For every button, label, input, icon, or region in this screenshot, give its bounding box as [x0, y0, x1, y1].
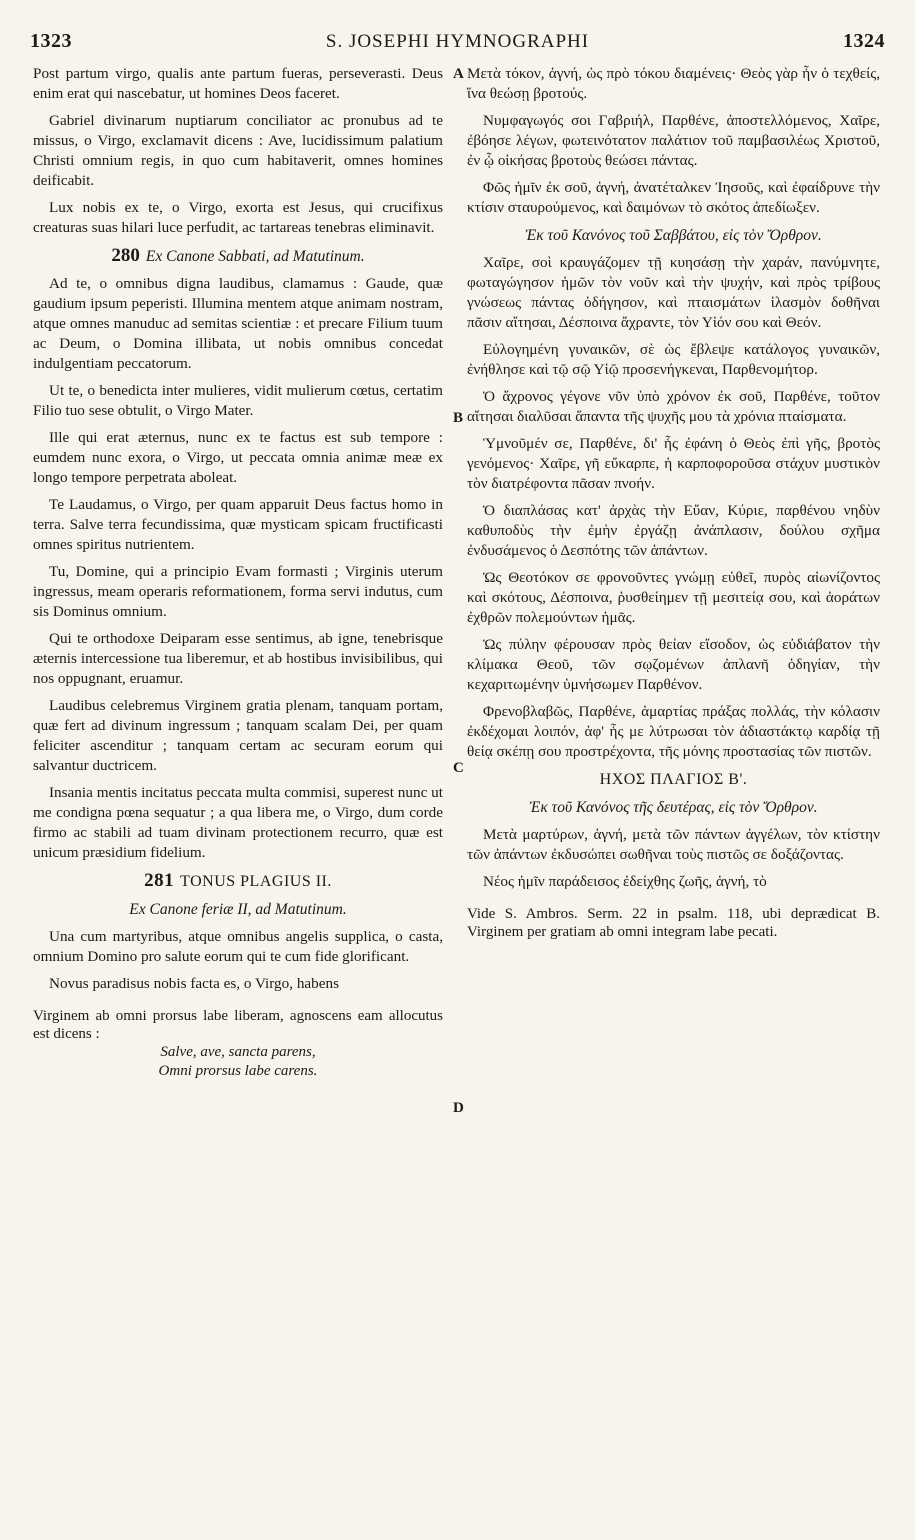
margin-letter-c: C	[453, 760, 464, 776]
margin-letter-b: B	[453, 410, 464, 426]
greek-paragraph: Ὁ διαπλάσας κατ' ἀρχὰς τὴν Εὔαν, Κύριε, παρθένου νηδὺν καθυποδὺς τὴν ἐμὴν ἐργάζῃ ἀνάπλασιν, δούλου σχῆμα ἐνδυσάμενος ὁ Δεσπότης τῶν ἁπάντων.	[467, 502, 880, 559]
verse-line: Omni prorsus labe carens.	[158, 1063, 318, 1079]
greek-paragraph: Ὡς πύλην φέρουσαν πρὸς θείαν εἴσοδον, ὡς εὐδιάβατον τὴν κλίμακα Θεοῦ, τῶν σῳζομένων ἀπλανῆ ὁδηγίαν, τὴν κεχαριτωμένην ὑμνήσωμεν Παρθένον.	[467, 636, 880, 693]
latin-paragraph: Ad te, o omnibus digna laudibus, clamamus : Gaude, quæ gaudium ipsum peperisti. Illumina mentem atque animam nostram, atque omnes manuduc ad semitas scientiæ : et precare Filium tuum ac Deum, o Domina illibata, ut nobis omnibus concedat indulgentiam peccatorum.	[33, 275, 443, 372]
greek-paragraph: Χαῖρε, σοὶ κραυγάζομεν τῇ κυησάσῃ τὴν χαράν, πανύμνητε, φωταγώγησον ἡμῶν τὸν νοῦν καὶ τὴν ψυχήν, καὶ πρὸς τρίβους γνώσεως πάντας ὁδήγησον, καὶ πταισμάτων ἱλασμὸν δοθῆναι πᾶσιν αἴτησαι, Δέσποινα ἄχραντε, τὸν Υἱόν σου καὶ Θεόν.	[467, 254, 880, 331]
latin-paragraph: Qui te orthodoxe Deiparam esse sentimus, ab igne, tenebrisque æternis intercessione tua liberemur, et ab hostibus invisibilibus, qui nos oppugnant, eruamur.	[33, 630, 443, 687]
greek-paragraph: Μετὰ μαρτύρων, ἁγνή, μετὰ τῶν πάντων ἀγγέλων, τὸν κτίστην τῶν ἁπάντων ἐκδυσώπει σωθῆναι τοὺς πιστῶς σε δοξάζοντας.	[467, 826, 880, 863]
latin-paragraph: Te Laudamus, o Virgo, per quam apparuit Deus factus homo in terra. Salve terra fecundissima, quæ mysticam spicam fructificasti omnes spiritus nutrientem.	[33, 496, 443, 553]
section-heading-greek: Ἐκ τοῦ Κανόνος τοῦ Σαββάτου, εἰς τὸν Ὄρθρον.	[525, 227, 822, 244]
latin-paragraph: Post partum virgo, qualis ante partum fueras, perseverasti. Deus enim erat qui nascebatur, ut homines Deos faceret.	[33, 65, 443, 102]
section-heading-281	[33, 870, 443, 893]
greek-paragraph: Φρενοβλαβῶς, Παρθένε, ἁμαρτίας πράξας πολλάς, τὴν κόλασιν ἐκδέχομαι λοιπόν, ἀφ' ἧς με λύτρωσαι τὸν ἀδιαστάκτῳ καρδίᾳ τῇ θείᾳ σκέπῃ σου προστρέχοντα, τῆς μόνης προστασίας τῶν πιστῶν.	[467, 703, 880, 760]
latin-paragraph: Lux nobis ex te, o Virgo, exorta est Jesus, qui crucifixus creaturas suas hilari luce perfudit, ac tartareas tenebras eliminavit.	[33, 199, 443, 236]
latin-paragraph: Una cum martyribus, atque omnibus angelis supplica, o casta, omnium Domino pro salute eorum qui te cum fide glorificant.	[33, 928, 443, 965]
page-number-left: 1323	[30, 30, 72, 52]
latin-paragraph: Ille qui erat æternus, nunc ex te factus est sub tempore : eumdem nunc exora, o Virgo, ut peccata omnia animæ meæ ex longo tempore perpetrata aboleat.	[33, 429, 443, 486]
section-title: TONUS PLAGIUS II.	[180, 873, 332, 890]
section-title: Ex Canone Sabbati, ad Matutinum.	[145, 248, 365, 265]
margin-letter-d: D	[453, 1100, 464, 1116]
greek-column	[467, 64, 880, 941]
verse-line: Salve, ave, sancta parens,	[160, 1044, 316, 1060]
page-number-right: 1324	[842, 30, 885, 52]
footnote-latin: Virginem ab omni prorsus labe liberam, agnoscens eam allocutus est dicens :	[33, 1008, 443, 1042]
margin-letter-a: A	[453, 66, 464, 82]
section-heading-280	[33, 245, 443, 268]
greek-paragraph: Ὡς Θεοτόκον σε φρονοῦντες γνώμῃ εὐθεῖ, πυρὸς αἰωνίζοντος καὶ σκότους, Δέσποινα, ῥυσθείημεν τῇ μεσιτείᾳ σου, καὶ ἀοράτων ἐχθρῶν πολεμούντων ἡμᾶς.	[467, 569, 880, 626]
section-number: 280	[111, 245, 140, 266]
latin-column	[33, 64, 443, 1081]
latin-paragraph: Tu, Domine, qui a principio Evam formasti ; Virginis uterum ingressus, meam operaris reformationem, forma servi indutus, cum sis Dominus omnium.	[33, 563, 443, 620]
latin-paragraph: Ut te, o benedicta inter mulieres, vidit mulierum cœtus, certatim Filio tuo sese obtulit, o Virgo Mater.	[33, 382, 443, 419]
greek-paragraph: Ὑμνοῦμέν σε, Παρθένε, δι' ἧς ἐφάνη ὁ Θεὸς ἐπὶ γῆς, βροτὸς γενόμενος· Χαῖρε, γῆ εὔκαρπε, ἡ καρποφοροῦσα στάχυν μυστικὸν τὸν διατρέφοντα πᾶσαν πνοήν.	[467, 435, 880, 492]
latin-paragraph: Insania mentis incitatus peccata multa commisi, superest nunc ut me condigna pœna sequatur ; a qua libera me, o Virgo, dum corde firmo ac stabili ad tuam divinam protectionem recurro, quæ est unicum præsidium fidelium.	[33, 784, 443, 861]
greek-paragraph: Νέος ἡμῖν παράδεισος ἐδείχθης ζωῆς, ἁγνή, τὸ	[483, 873, 767, 890]
greek-paragraph: Εὐλογημένη γυναικῶν, σὲ ὡς ἔβλεψε κατάλογος γυναικῶν, ἐνήθλησε καὶ τῷ σῷ Υἱῷ προσενήγκεναι, Παρθενομήτορ.	[467, 341, 880, 378]
footnote-reference: Vide S. Ambros. Serm. 22 in psalm. 118, ubi deprædicat B. Virginem per gratiam ab omni integram labe pecati.	[467, 906, 880, 940]
running-header	[30, 30, 885, 58]
greek-paragraph: Νυμφαγωγός σοι Γαβριήλ, Παρθένε, ἀποστελλόμενος, Χαῖρε, ἐβόησε λέγων, φωτεινότατον παλάτιον τοῦ παμβασιλέως Χριστοῦ, ἐν ᾧ οἰκήσας βροτοὺς θεώσει πάντας.	[467, 112, 880, 169]
greek-paragraph: Μετὰ τόκον, ἁγνή, ὡς πρὸ τόκου διαμένεις· Θεὸς γὰρ ἦν ὁ τεχθείς, ἵνα θεώσῃ βροτούς.	[467, 65, 880, 102]
running-title: S. JOSEPHI HYMNOGRAPHI	[325, 31, 590, 52]
greek-paragraph: Ὁ ἄχρονος γέγονε νῦν ὑπὸ χρόνον ἐκ σοῦ, Παρθένε, τοῦτον αἴτησαι διαλῦσαι ἅπαντα τῆς ψυχῆς μου τὰ χρόνια πταίσματα.	[467, 388, 880, 425]
section-subtitle-greek: Ἐκ τοῦ Κανόνος τῆς δευτέρας, εἰς τὸν Ὄρθρον.	[529, 799, 818, 816]
latin-paragraph: Laudibus celebremus Virginem gratia plenam, tanquam portam, quæ fert ad divinum ingressum ; tanquam scalam Dei, per quam feliciter ascenditur ; tanquam certam ac securam eorum qui salvantur ductricem.	[33, 697, 443, 774]
section-number: 281	[144, 870, 175, 891]
greek-paragraph: Φῶς ἡμῖν ἐκ σοῦ, ἁγνή, ἀνατέταλκεν Ἰησοῦς, καὶ ἐφαίδρυνε τὴν κτίσιν σταυρούμενος, καὶ δαιμόνων τὸ σκότος ἀπεδίωξεν.	[467, 179, 880, 216]
latin-paragraph: Gabriel divinarum nuptiarum conciliator ac pronubus ad te missus, o Virgo, exclamavit dicens : Ave, lucidissimum palatium Christi omnium regis, in quo cum habitaverit, omnes homines deificabit.	[33, 112, 443, 189]
section-subtitle: Ex Canone feriæ II, ad Matutinum.	[129, 901, 347, 918]
section-heading-greek-tone: ΗΧΟΣ ΠΛΑΓΙΟΣ Β'.	[599, 771, 748, 788]
latin-paragraph: Novus paradisus nobis facta es, o Virgo, habens	[49, 975, 339, 992]
